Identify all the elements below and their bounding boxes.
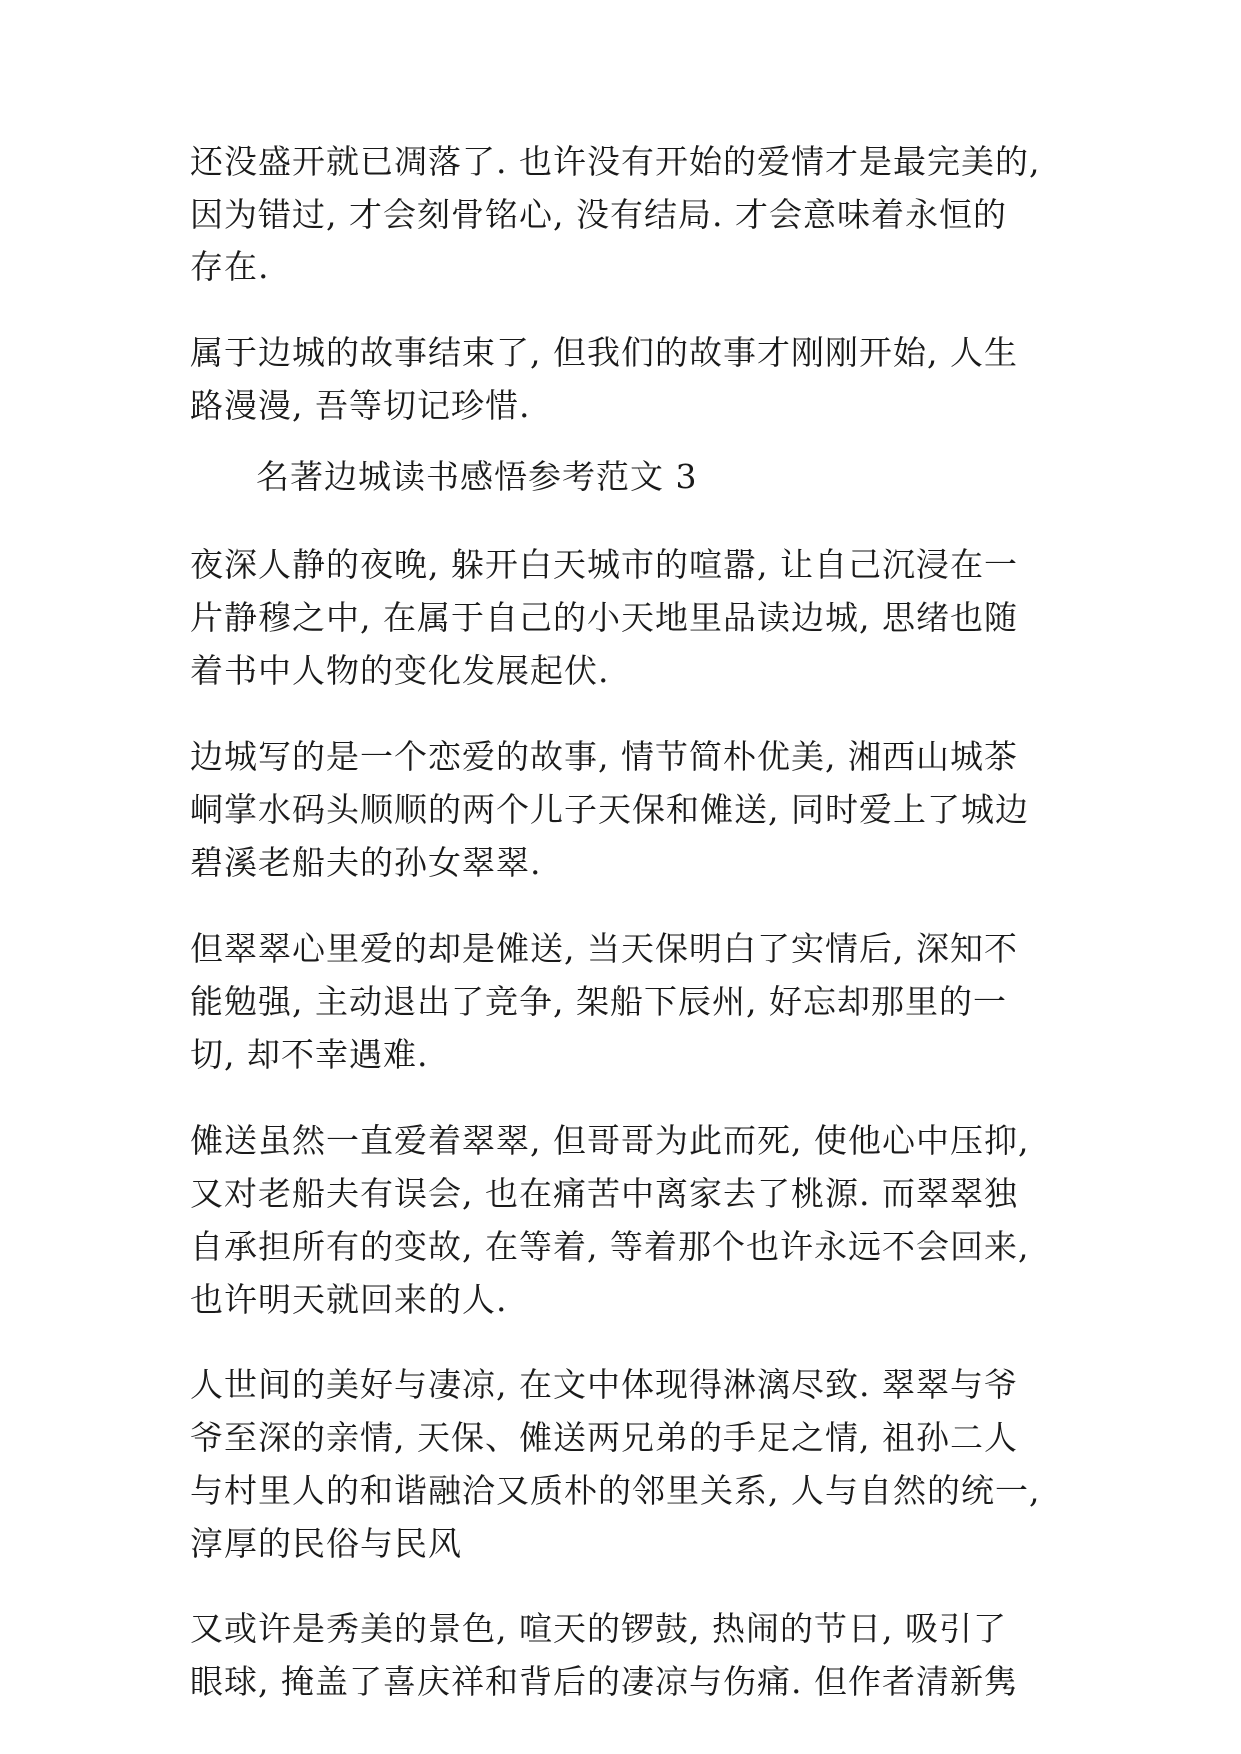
text-line: 因为错过, 才会刻骨铭心, 没有结局. 才会意味着永恒的 (190, 195, 1007, 234)
text-line: 又或许是秀美的景色, 喧天的锣鼓, 热闹的节日, 吸引了 (190, 1609, 1007, 1648)
text-line: 与村里人的和谐融洽又质朴的邻里关系, 人与自然的统一, (190, 1471, 1041, 1510)
text-line: 存在. (190, 247, 270, 286)
text-line: 夜深人静的夜晚, 躲开白天城市的喧嚣, 让自己沉浸在一 (190, 545, 1018, 584)
text-line: 自承担所有的变故, 在等着, 等着那个也许永远不会回来, (190, 1227, 1030, 1266)
text-line: 眼球, 掩盖了喜庆祥和背后的凄凉与伤痛. 但作者清新隽 (190, 1662, 1018, 1701)
text-line: 片静穆之中, 在属于自己的小天地里品读边城, 思绪也随 (190, 598, 1018, 637)
text-line: 爷至深的亲情, 天保、傩送两兄弟的手足之情, 祖孙二人 (190, 1418, 1018, 1457)
text-line: 又对老船夫有误会, 也在痛苦中离家去了桃源. 而翠翠独 (190, 1174, 1018, 1213)
text-line: 边城写的是一个恋爱的故事, 情节简朴优美, 湘西山城茶 (190, 737, 1018, 776)
text-line: 着书中人物的变化发展起伏. (190, 651, 610, 690)
text-line: 峒掌水码头顺顺的两个儿子天保和傩送, 同时爱上了城边 (190, 790, 1029, 829)
text-line: 傩送虽然一直爱着翠翠, 但哥哥为此而死, 使他心中压抑, (190, 1121, 1030, 1160)
text-line: 碧溪老船夫的孙女翠翠. (190, 843, 542, 882)
section-heading: 名著边城读书感悟参考范文 3 (256, 457, 698, 496)
text-line: 淳厚的民俗与民风 (190, 1524, 462, 1563)
text-line: 能勉强, 主动退出了竞争, 架船下辰州, 好忘却那里的一 (190, 982, 1007, 1021)
text-line: 切, 却不幸遇难. (190, 1035, 429, 1074)
text-line: 还没盛开就已凋落了. 也许没有开始的爱情才是最完美的, (190, 142, 1041, 181)
text-line: 也许明天就回来的人. (190, 1280, 508, 1319)
text-line: 属于边城的故事结束了, 但我们的故事才刚刚开始, 人生 (190, 333, 1018, 372)
text-line: 但翠翠心里爱的却是傩送, 当天保明白了实情后, 深知不 (190, 929, 1018, 968)
text-line: 人世间的美好与凄凉, 在文中体现得淋漓尽致. 翠翠与爷 (190, 1365, 1018, 1404)
text-line: 路漫漫, 吾等切记珍惜. (190, 386, 531, 425)
